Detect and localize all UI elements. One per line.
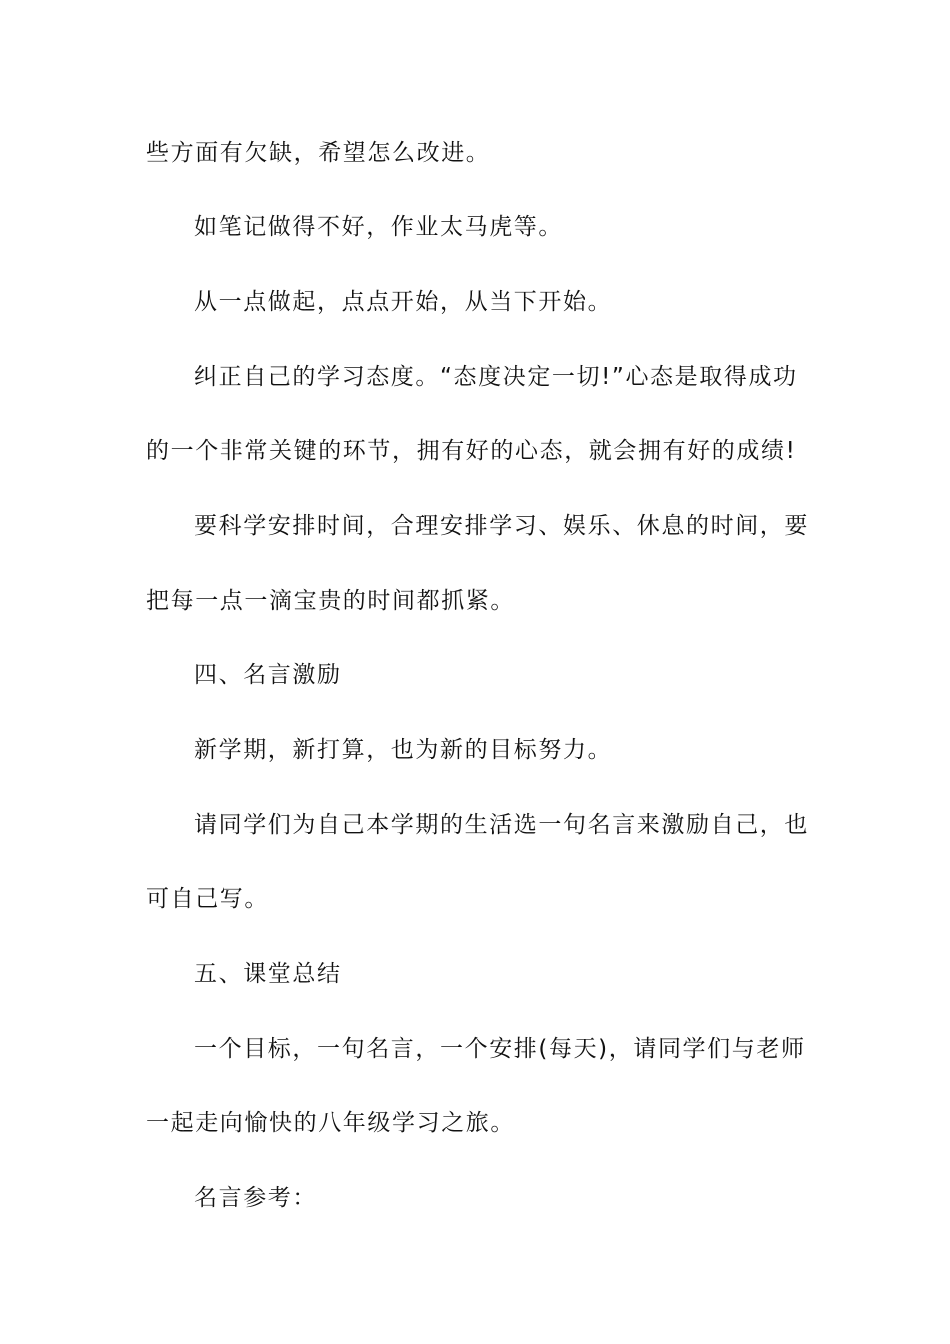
text-line: 请同学们为自己本学期的生活选一句名言来激励自己，也 [194, 812, 809, 838]
text-line: 可自己写。 [146, 886, 269, 912]
text-line: 把每一点一滴宝贵的时间都抓紧。 [146, 588, 515, 614]
text-line: 纠正自己的学习态度。“态度决定一切!”心态是取得成功 [194, 364, 798, 390]
text-line: 从一点做起，点点开始，从当下开始。 [194, 289, 613, 315]
text-line: 要科学安排时间，合理安排学习、娱乐、休息的时间，要 [194, 513, 809, 539]
text-line: 一个目标，一句名言，一个安排(每天)，请同学们与老师 [194, 1036, 806, 1062]
text-line: 如笔记做得不好，作业太马虎等。 [194, 214, 563, 240]
text-line: 名言参考： [194, 1185, 317, 1211]
text-line: 一起走向愉快的八年级学习之旅。 [146, 1110, 515, 1136]
section-heading: 五、课堂总结 [194, 961, 342, 987]
text-line: 些方面有欠缺，希望怎么改进。 [146, 140, 491, 166]
text-line: 的一个非常关键的环节，拥有好的心态，就会拥有好的成绩! [146, 438, 797, 464]
text-line: 新学期，新打算，也为新的目标努力。 [194, 737, 613, 763]
section-heading: 四、名言激励 [194, 662, 342, 688]
